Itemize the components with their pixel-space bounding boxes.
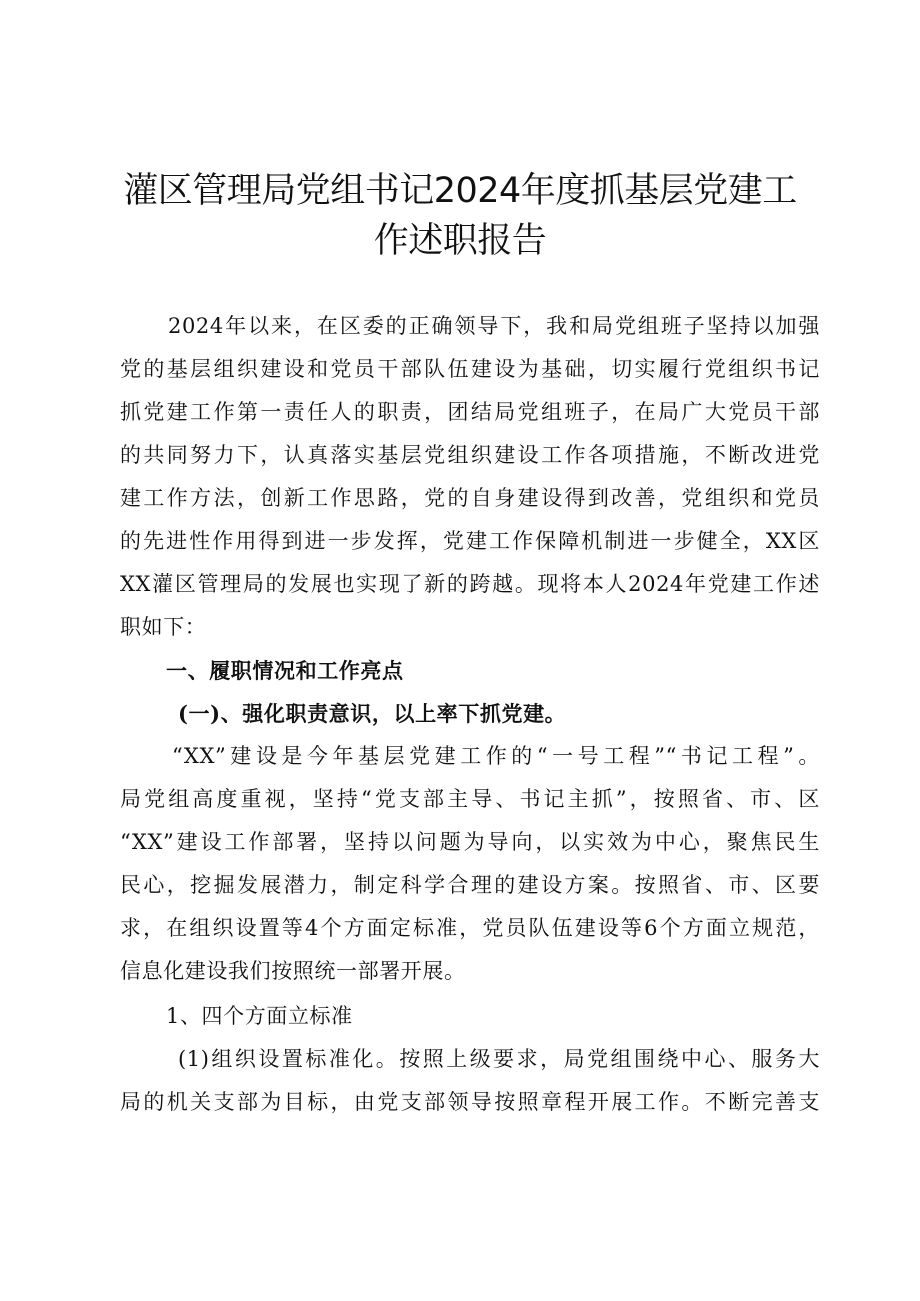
intro-line: 的先进性作用得到进一步发挥，党建工作保障机制进一步健全，XX区 [120,529,820,553]
item-heading: 1、四个方面立标准 [166,1004,353,1028]
document-title-line-1: 灌区管理局党组书记2024年度抓基层党建工 [123,171,797,211]
document-title-line-2: 作述职报告 [373,221,547,261]
paragraph-line: 信息化建设我们按照统一部署开展。 [120,959,466,983]
intro-line: 2024年以来，在区委的正确领导下，我和局党组班子坚持以加强 [168,314,820,338]
intro-line: 党的基层组织建设和党员干部队伍建设为基础，切实履行党组织书记 [120,357,820,381]
intro-line: 职如下： [120,615,207,639]
paragraph-line: “XX”建设是今年基层党建工作的“一号工程”“书记工程”。 [172,744,820,768]
intro-line: XX灌区管理局的发展也实现了新的跨越。现将本人2024年党建工作述 [120,572,820,596]
paragraph-line: (1)组织设置标准化。按照上级要求，局党组围绕中心、服务大 [178,1047,820,1071]
intro-line: 抓党建工作第一责任人的职责，团结局党组班子，在局广大党员干部 [120,400,820,424]
section-heading: 一、履职情况和工作亮点 [166,658,404,683]
intro-line: 的共同努力下，认真落实基层党组织建设工作各项措施，不断改进党 [120,443,820,467]
paragraph-line: 求，在组织设置等4个方面定标准，党员队伍建设等6个方面立规范， [120,916,820,940]
subsection-heading: (一)、强化职责意识，以上率下抓党建。 [178,701,567,726]
paragraph-line: 局的机关支部为目标，由党支部领导按照章程开展工作。不断完善支 [120,1090,820,1114]
paragraph-line: 民心，挖掘发展潜力，制定科学合理的建设方案。按照省、市、区要 [120,873,820,897]
intro-line: 建工作方法，创新工作思路，党的自身建设得到改善，党组织和党员 [120,486,820,510]
paragraph-line: 局党组高度重视，坚持“党支部主导、书记主抓”，按照省、市、区 [120,787,820,811]
paragraph-line: “XX”建设工作部署，坚持以问题为导向，以实效为中心，聚焦民生 [120,830,820,854]
